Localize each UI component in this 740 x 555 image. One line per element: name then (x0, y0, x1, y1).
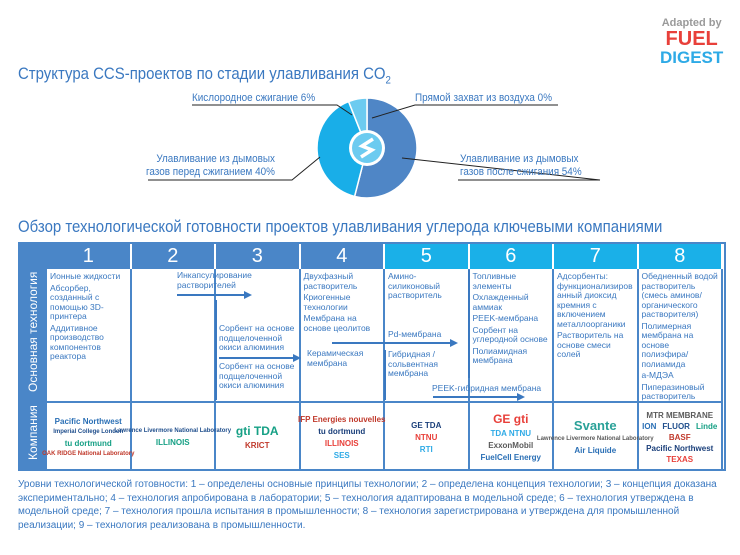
tech-item: а-МДЭА (641, 370, 674, 380)
tech-ceramic: Керамическая мембрана (307, 348, 364, 368)
level-header-4: 4 (301, 244, 386, 269)
tech-item: Адсорбенты: функционализированный диоксид кремния с включением металлоорганики (557, 271, 633, 329)
pie-chart (0, 85, 740, 195)
arrow-line (332, 342, 452, 344)
tech-cell-8 (639, 269, 724, 401)
tech-item: Полимерная мембрана на основе полиэфира/полиамида (641, 320, 694, 369)
tech-item: Абсорбер, созданный с помощью 3D-принтера (50, 282, 104, 321)
company-logo: Pacific Northwest (54, 416, 122, 426)
tech-item: Полиамидная мембрана (472, 345, 528, 365)
label-dac: Прямой захват из воздуха 0% (415, 92, 552, 104)
tech-item: Двухфазный растворитель (303, 271, 358, 291)
company-logo: KRICT (245, 440, 270, 450)
tech-encaps: Инкапсулирование растворителей (177, 270, 252, 290)
tech-item: Пиперазиновый растворитель (641, 381, 705, 401)
company-logo: ILLINOIS (324, 438, 359, 448)
tech-item: PEEK-мембрана (472, 313, 539, 323)
company-logo: NTNU (415, 432, 438, 442)
company-logo: Lawrence Livermore National Laboratory (114, 427, 232, 434)
flow-line (384, 350, 386, 400)
tech-item: Топливные элементы (472, 271, 517, 291)
label-post: Улавливание из дымовых газов после сжигания 54% (460, 153, 582, 178)
company-logo: SES (333, 450, 350, 460)
company-logo: gti TDA (235, 423, 279, 438)
company-logo: BASF (668, 432, 691, 442)
company-logo: IFP Energies nouvelles (298, 414, 386, 424)
flow-line (468, 270, 470, 378)
row-label-company: Компания (26, 405, 40, 460)
company-logo: OAK RIDGE National Laboratory (42, 450, 135, 457)
company-logo: tu dortmund (64, 438, 112, 448)
flow-line (215, 300, 217, 400)
table-title: Обзор технологической готовности проектов улавливания углерода ключевыми компаниями (18, 217, 663, 236)
label-oxy: Кислородное сжигание 6% (192, 92, 316, 104)
company-logo: TEXAS (666, 454, 694, 464)
level-header-8: 8 (639, 244, 724, 269)
row-labels (20, 244, 47, 469)
tech-sorb2: Сорбент на основе подщелоченной окиси алюминия (219, 361, 295, 390)
tech-item: Аддитивное производство компонентов реактора (50, 322, 104, 361)
company-logo: Pacific Northwest (646, 443, 714, 453)
company-logo: RTI (419, 444, 433, 454)
company-cell-8 (639, 401, 724, 471)
level-header-1: 1 (47, 244, 132, 269)
company-cell-4 (298, 401, 386, 471)
company-cell-7 (536, 401, 654, 471)
tech-item: Криогенные технологии (303, 292, 351, 312)
adapted-by: Adapted by (661, 17, 722, 29)
tech-cell-7 (554, 269, 639, 401)
footnote: Уровни технологической готовности: 1 – определены основные принципы технологии; 2 – определена концепция технологии; 3 – концепция доказана экспериментально; 4 – технология апробирована в лаборатории; 5 – технология адаптирована в модельной среде; 6 – технология утверждена в модельной среде; 7 – технология прошла испытания в промышленности; 8 – технология зарегистрирована и утверждена для промышленной реализации; 9 – технология реализована в промышленности. (18, 479, 717, 531)
tech-hybrid: Гибридная / сольвентная мембрана (388, 349, 439, 378)
company-logo: MTR MEMBRANE (646, 410, 714, 420)
leader-oxy (192, 105, 352, 115)
tech-sorb1: Сорбент на основе подщелоченной окиси алюминия (219, 323, 295, 352)
digest-text: DIGEST (660, 48, 724, 67)
level-header-5: 5 (385, 244, 470, 269)
company-cell-1 (42, 401, 135, 471)
company-logo: Linde (695, 421, 718, 431)
level-header-2: 2 (132, 244, 217, 269)
arrow-head-icon (293, 354, 301, 362)
tech-item: Растворитель на основе смеси солей (557, 330, 624, 359)
company-logo: FuelCell Energy (480, 452, 541, 462)
company-cell-3 (216, 401, 301, 471)
arrow-head-icon (244, 291, 252, 299)
pie-title: Структура CCS-проектов по стадии улавливания $CO_2$ (18, 64, 391, 87)
company-logo: FLUOR (662, 421, 690, 431)
company-logo: TDA NTNU (490, 428, 532, 438)
tech-item: Охлажденный аммиак (472, 292, 529, 312)
company-logo: ION (642, 421, 657, 431)
fuel-text: FUEL (665, 28, 718, 50)
tech-cell-6 (470, 269, 555, 401)
level-header-7: 7 (554, 244, 639, 269)
tech-cell-1 (47, 269, 132, 401)
arrow-line (219, 357, 294, 359)
tech-item: Сорбент на углеродной основе (472, 324, 548, 344)
level-header-3: 3 (216, 244, 301, 269)
company-logo: ILLINOIS (155, 437, 190, 447)
arrow-line (177, 294, 245, 296)
company-logo: tu dortmund (318, 426, 366, 436)
company-logo: ExxonMobil (488, 440, 534, 450)
arrow-head-icon (517, 393, 525, 401)
tech-cell-4 (301, 269, 386, 401)
company-cell-2 (114, 401, 232, 471)
company-logo: Air Liquide (574, 446, 617, 455)
tech-peek-hybrid: PEEK-гибридная мембрана (432, 383, 542, 393)
fuel-digest-logo (660, 18, 723, 66)
tech-item: Мембрана на основе цеолитов (303, 313, 371, 333)
company-logo: GE TDA (411, 420, 442, 430)
company-logo: Imperial College London (53, 428, 124, 435)
arrow-line (433, 396, 518, 398)
label-pre: Улавливание из дымовых газов перед сжиганием 40% (146, 153, 275, 178)
company-cell-5 (385, 401, 470, 471)
readiness-table (18, 242, 726, 471)
company-logo: GE gti (493, 411, 529, 426)
tech-item: Амино-силиконовый растворитель (388, 271, 442, 300)
arrow-head-icon (450, 339, 458, 347)
tech-pd: Pd-мембрана (388, 329, 442, 339)
tech-item: Обедненный водой растворитель (смесь аминов/органического растворителя) (641, 271, 718, 319)
company-logo: Svante (573, 418, 617, 433)
company-logo: Lawrence Livermore National Laboratory (536, 436, 654, 442)
tech-item: Ионные жидкости (50, 271, 121, 281)
level-header-6: 6 (470, 244, 555, 269)
row-label-tech: Основная технология (26, 271, 40, 392)
